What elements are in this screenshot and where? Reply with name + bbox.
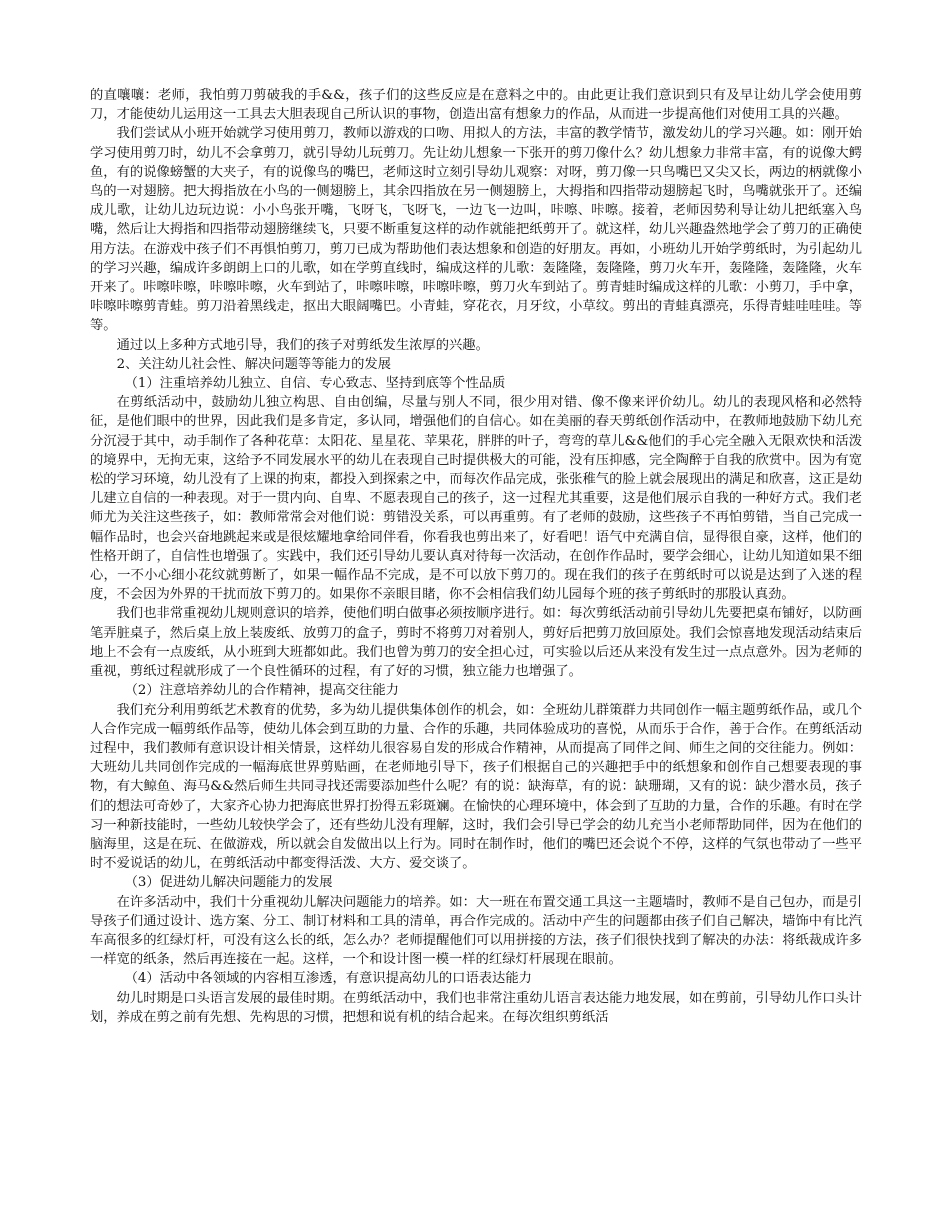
paragraph-cooperation: 我们充分利用剪纸艺术教育的优势，多为幼儿提供集体创作的机会，如：全班幼儿群策群力共同创作一幅主题剪纸作品，或几个人合作完成一幅剪纸作品等，使幼儿体会到互助的力量、合作的乐趣，共同体验成功的喜悦，从而乐于合作，善于合作。在剪纸活动过程中，我们教师有意识设计相关情景，这样幼儿很容易自发的形成合作精神，从而提高了同伴之间、师生之间的交往能力。例如：大班幼儿共同创作完成的一幅海底世界剪贴画，在老师地引导下，孩子们根据自己的兴趣把手中的纸想象和创作自己想要表现的事物，有大鲸鱼、海马&&然后师生共同寻找还需要添加些什么呢？有的说：缺海草，有的说：缺珊瑚，又有的说：缺少潜水员，孩子们的想法可奇妙了，大家齐心协力把海底世界打扮得五彩斑斓。在愉快的心理环境中，体会到了互助的力量，合作的乐趣。有时在学习一种新技能时，一些幼儿较快学会了，还有些幼儿没有理解，这时，我们会引导已学会的幼儿充当小老师帮助同伴，因为在他们的脑海里，这是在玩、在做游戏，所以就会自发做出以上行为。同时在制作时，他们的嘴巴还会说个不停，这样的气氛也带动了一些平时不爱说话的幼儿，在剪纸活动中都变得活泼、大方、爱交谈了。 <box>90 702 862 872</box>
paragraph-scissors-game: 我们尝试从小班开始就学习使用剪刀，教师以游戏的口吻、用拟人的方法，丰富的教学情节，激发幼儿的学习兴趣。如：刚开始学习使用剪刀时，幼儿不会拿剪刀，就引导幼儿玩剪刀。先让幼儿想象一下张开的剪刀像什么？幼儿想象力非常丰富，有的说像大鳄鱼，有的说像螃蟹的大夹子，有的说像鸟的嘴巴，老师这时立刻引导幼儿观察：对呀，剪刀像一只鸟嘴巴又尖又长，两边的柄就像小鸟的一对翅膀。把大拇指放在小鸟的一侧翅膀上，其余四指放在另一侧翅膀上，大拇指和四指带动翅膀起飞时，鸟嘴就张开了。还编成儿歌，让幼儿边玩边说：小小鸟张开嘴，飞呀飞，飞呀飞，一边飞一边叫，咔嚓、咔嚓。接着，老师因势利导让幼儿把纸塞入鸟嘴，然后让大拇指和四指带动翅膀继续飞，只要不断重复这样的动作就能把纸剪开了。就这样，幼儿兴趣盎然地学会了剪刀的正确使用方法。在游戏中孩子们不再惧怕剪刀，剪刀已成为帮助他们表达想象和创造的好朋友。再如，小班幼儿开始学剪纸时，为引起幼儿的学习兴趣，编成许多朗朗上口的儿歌，如在学剪直线时，编成这样的儿歌：轰隆隆，轰隆隆，剪刀火车开，轰隆隆，轰隆隆，火车开来了。咔嚓咔嚓，咔嚓咔嚓，火车到站了，咔嚓咔嚓，咔嚓咔嚓，剪刀火车到站了。剪青蛙时编成这样的儿歌：小剪刀，手中拿，咔嚓咔嚓剪青蛙。剪刀沿着黑线走，抠出大眼阔嘴巴。小青蛙，穿花衣，月牙纹，小草纹。剪出的青蛙真漂亮，乐得青蛙哇哇哇。等等。 <box>90 126 862 334</box>
paragraph-rules: 我们也非常重视幼儿规则意识的培养，使他们明白做事必须按顺序进行。如：每次剪纸活动前引导幼儿先要把桌布铺好，以防画笔弄脏桌子，然后桌上放上装废纸、放剪刀的盒子，剪时不将剪刀对着别人，剪好后把剪刀放回原处。我们会惊喜地发现活动结束后地上不会有一点废纸，从小班到大班都如此。我们也曾为剪刀的安全担心过，可实验以后还从来没有发生过一点点意外。因为老师的重视，剪纸过程就形成了一个良性循环的过程，有了好的习惯，独立能力也增强了。 <box>90 606 862 680</box>
paragraph-interest-summary: 通过以上多种方式地引导，我们的孩子对剪纸发生浓厚的兴趣。 <box>116 337 489 353</box>
paragraph-language: 幼儿时期是口头语言发展的最佳时期。在剪纸活动中，我们也非常注重幼儿语言表达能力地发展，如在剪前，引导幼儿作口头计划，养成在剪之前有先想、先构思的习惯，把想和说有机的结合起来。在每次组织剪纸活 <box>90 990 862 1025</box>
document-page <box>90 86 862 1027</box>
subheading-1: （1）注重培养幼儿独立、自信、专心致志、坚持到底等个性品质 <box>124 376 506 392</box>
paragraph-problem-solving: 在许多活动中，我们十分重视幼儿解决问题能力的培养。如：大一班在布置交通工具这一主题墙时，教师不是自己包办，而是引导孩子们通过设计、选方案、分工、制订材料和工具的清单，再合作完成的。活动中产生的问题都由孩子们自己解决，墙饰中有比汽车高很多的红绿灯杆，可没有这么长的纸，怎么办？老师提醒他们可以用拼接的方法，孩子们很快找到了解决的办法：将纸裁成许多一样宽的纸条，然后再连接在一起。这样，一个和设计图一模一样的红绿灯杆展现在眼前。 <box>90 894 862 968</box>
paragraph-continuation: 的直嚷嚷：老师，我怕剪刀剪破我的手&&，孩子们的这些反应是在意料之中的。由此更让我们意识到只有及早让幼儿学会使用剪刀，才能使幼儿运用这一工具去大胆表现自己所认识的事物，创造出富有想象力的作品，从而进一步提高他们对使用工具的兴趣。 <box>90 88 862 123</box>
subheading-2: （2）注意培养幼儿的合作精神，提高交往能力 <box>124 683 399 699</box>
paragraph-independence: 在剪纸活动中，鼓励幼儿独立构思、自由创编，尽量与别人不同，很少用对错、像不像来评价幼儿。幼儿的表现风格和必然特征，是他们眼中的世界，因此我们是多肯定，多认同，增强他们的自信心。如在美丽的春天剪纸创作活动中，在教师地鼓励下幼儿充分沉浸于其中，动手制作了各种花草：太阳花、星星花、苹果花，胖胖的叶子，弯弯的草儿&&他们的手心完全融入无限欢快和活泼的境界中，无拘无束，这给予不同发展水平的幼儿在表现自己时提供极大的可能，没有压抑感，完全陶醉于自我的欣赏中。因为有宽松的学习环境，幼儿没有了上课的拘束，都投入到探索之中，而每次作品完成，张张稚气的脸上就会展现出的满足和欣喜，这正是幼儿建立自信的一种表现。对于一贯内向、自卑、不愿表现自己的孩子，这一过程尤其重要，这是他们展示自我的一种好方式。我们老师尤为关注这些孩子，如：教师常常会对他们说：剪错没关系，可以再重剪。有了老师的鼓励，这些孩子不再怕剪错，当自己完成一幅作品时，也会兴奋地跳起来或是很炫耀地拿给同伴看，你看我也剪出来了，好看吧！语气中充满自信，显得很自豪，这样，他们的性格开朗了，自信性也增强了。实践中，我们还引导幼儿要认真对待每一次活动，在创作作品时，要学会细心，让幼儿知道如果不细心，一不小心细小花纹就剪断了，如果一幅作品不完成，是不可以放下剪刀的。现在我们的孩子在剪纸时可以说是达到了入迷的程度，不会因为外界的干扰而放下剪刀的。如果你不亲眼目睹，你不会相信我们幼儿园每个班的孩子剪纸时的那股认真劲。 <box>90 395 862 603</box>
subheading-4: （4）活动中各领域的内容相互渗透，有意识提高幼儿的口语表达能力 <box>124 971 532 987</box>
subheading-3: （3）促进幼儿解决问题能力的发展 <box>124 875 333 891</box>
section-heading-2: 2、关注幼儿社会性、解决问题等等能力的发展 <box>116 356 391 372</box>
